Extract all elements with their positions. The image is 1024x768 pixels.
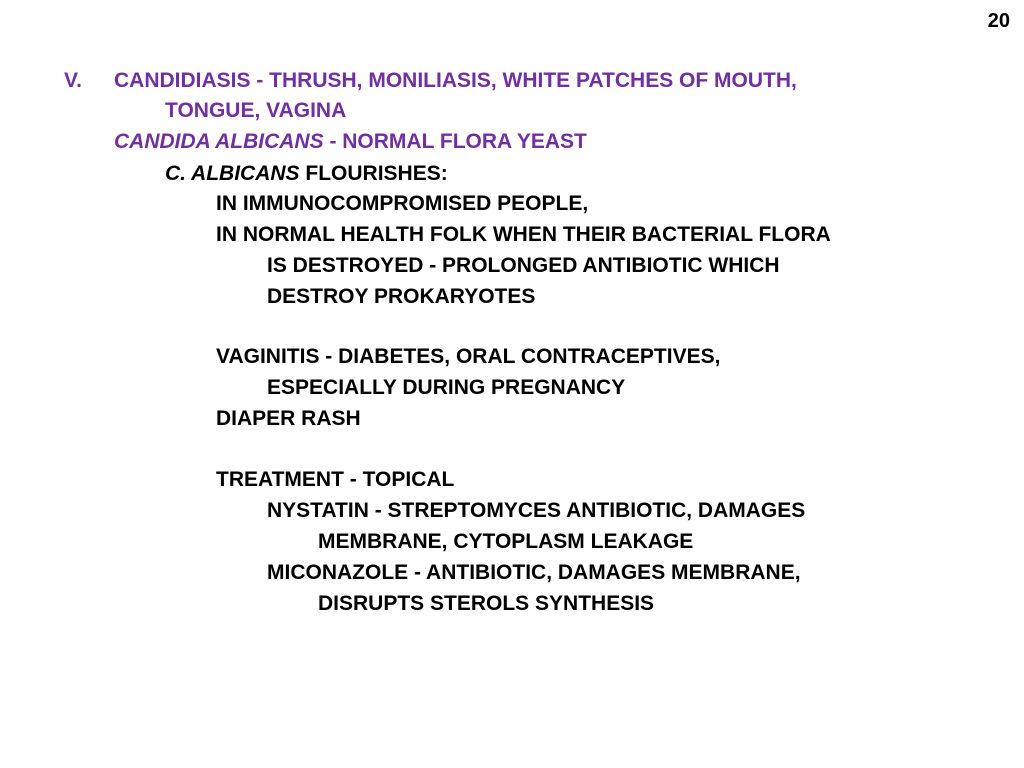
organism-name: CANDIDA ALBICANS xyxy=(114,130,324,153)
flourishes-item-2-line3: DESTROY PROKARYOTES xyxy=(267,285,536,308)
miconazole-line2: DISRUPTS STEROLS SYNTHESIS xyxy=(318,592,655,615)
diaper-rash: DIAPER RASH xyxy=(216,407,361,430)
section-numeral: V. xyxy=(64,69,82,92)
vaginitis-line1: VAGINITIS - DIABETES, ORAL CONTRACEPTIVES, xyxy=(216,345,721,368)
slide-number: 20 xyxy=(987,10,1010,32)
flourishes-item-2-line1: IN NORMAL HEALTH FOLK WHEN THEIR BACTERIAL FLORA xyxy=(216,223,831,246)
treatment-heading: TREATMENT - TOPICAL xyxy=(216,468,455,491)
miconazole-line1: MICONAZOLE - ANTIBIOTIC, DAMAGES MEMBRANE, xyxy=(267,561,801,584)
flourishes-item-2-line2: IS DESTROYED - PROLONGED ANTIBIOTIC WHICH xyxy=(267,254,780,277)
vaginitis-line2: ESPECIALLY DURING PREGNANCY xyxy=(267,376,626,399)
flourishes-organism: C. ALBICANS xyxy=(165,162,300,185)
section-title-line2: TONGUE, VAGINA xyxy=(165,99,347,122)
flourishes-text: FLOURISHES: xyxy=(299,162,448,185)
flourishes-item-1: IN IMMUNOCOMPROMISED PEOPLE, xyxy=(216,192,589,215)
organism-description: - NORMAL FLORA YEAST xyxy=(323,130,587,153)
flourishes-label xyxy=(165,163,448,184)
organism-line xyxy=(114,131,587,152)
nystatin-line2: MEMBRANE, CYTOPLASM LEAKAGE xyxy=(318,530,694,553)
section-title-line1: CANDIDIASIS - THRUSH, MONILIASIS, WHITE PATCHES OF MOUTH, xyxy=(114,69,797,92)
nystatin-line1: NYSTATIN - STREPTOMYCES ANTIBIOTIC, DAMAGES xyxy=(267,499,806,522)
